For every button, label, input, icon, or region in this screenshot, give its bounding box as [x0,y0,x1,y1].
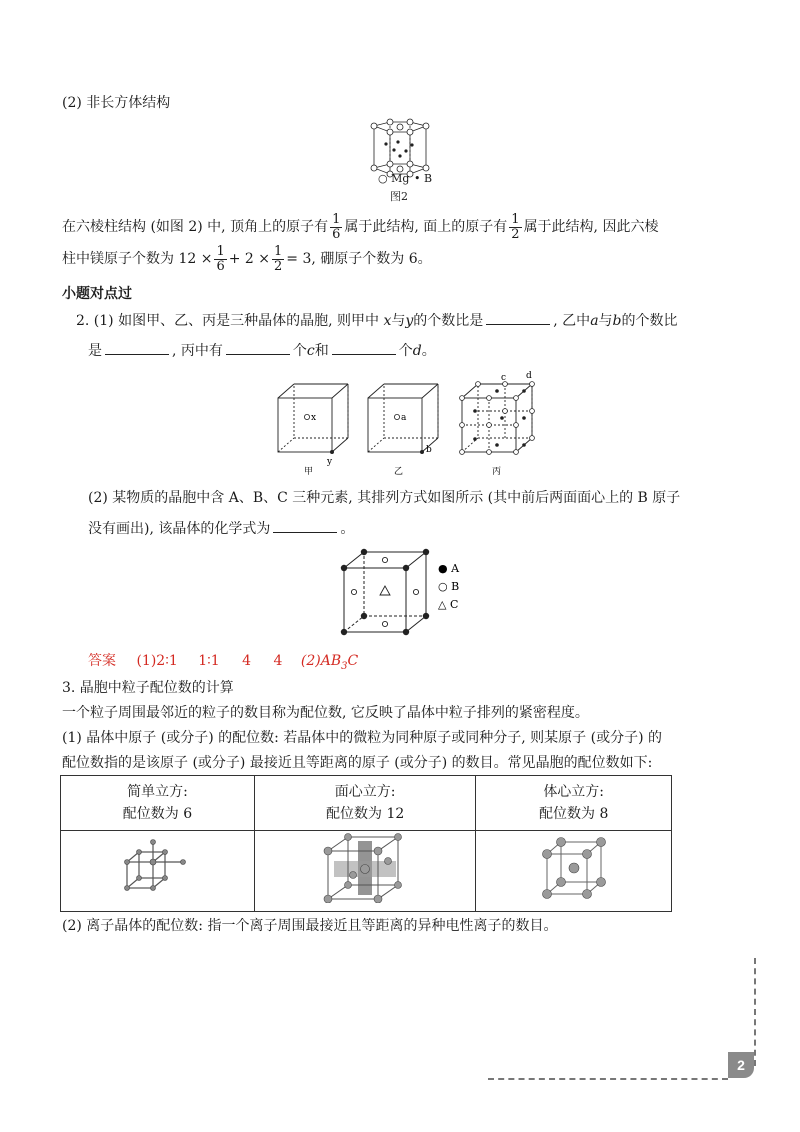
question-2-part-2-line-2 [88,518,354,539]
numerator: 1 [332,211,341,227]
simple-cubic-figure-cell [61,831,255,912]
text: + 2 × [228,251,271,267]
body-centered-cubic-figure [539,836,609,900]
answer-part: 4 [273,653,283,669]
table-cell [61,776,255,831]
answer-subscript: 3 [341,660,348,672]
answer-part: (1)2∶1 [136,653,178,669]
section-3-p2: (2) 离子晶体的配位数: 指一个离子周围最接近且等距离的异种电性离子的数目。 [62,918,558,934]
answer-blank [105,340,169,355]
text: 是 [88,343,102,359]
section-heading: (2) 非长方体结构 [62,95,171,111]
fraction [509,213,521,242]
legend-c: △ C [438,598,459,611]
answer-line [88,651,358,677]
text: 柱中镁原子个数为 12 × [62,251,213,267]
text: = 3, 硼原子个数为 6。 [286,251,432,267]
text: 属于此结构, 面上的原子有 [344,219,508,235]
text: , 乙中 [553,313,591,329]
label-c: c [501,373,507,383]
numerator: 1 [216,243,225,259]
bcc-figure-cell [476,831,672,912]
var-a: a [590,313,599,329]
caption-bing: 丙 [492,467,502,477]
text: 和 [314,343,329,359]
answer-formula-tail: C [347,653,359,669]
question-2-part-2-line-1: (2) 某物质的晶胞中含 A、B、C 三种元素, 其排列方式如图所示 (其中前后两面面心上的 B 原子 [88,490,681,506]
table-cell [254,776,475,831]
simple-cubic-figure [117,838,197,898]
fraction [330,213,342,242]
practice-heading: 小题对点过 [62,286,132,302]
var-y: y [405,313,414,329]
caption-yi: 乙 [394,467,404,477]
section-3-heading: 3. 晶胞中粒子配位数的计算 [62,680,234,696]
page-border-horizontal [488,1078,728,1080]
fraction [272,245,284,274]
figure-caption: 图2 [390,190,408,203]
page-border-vertical [754,958,756,1066]
table-cell [476,776,672,831]
fraction [214,245,226,274]
label-b: b [426,445,432,455]
section-3-p1-line-1: (1) 晶体中原子 (或分子) 的配位数: 若晶体中的微粒为同种原子或同种分子, 则某原子 (或分子) 的 [62,730,662,746]
answer-blank [273,518,337,533]
section-3-definition: 一个粒子周围最邻近的粒子的数目称为配位数, 它反映了晶体中粒子排列的紧密程度。 [62,705,589,721]
label-y: y [327,457,333,467]
text: 2. (1) 如图甲、乙、丙是三种晶体的晶胞, 则甲中 [76,313,379,329]
abc-unit-cell-figure [336,546,476,646]
text: 个 [292,343,307,359]
denominator: 6 [332,226,341,242]
answer-blank [486,310,550,325]
text: 。 [421,343,436,359]
cell-cn: 配位数为 8 [539,806,609,822]
legend-a: ● A [438,562,460,575]
coordination-table [60,775,672,912]
var-c: c [306,343,315,359]
answer-blank [226,340,290,355]
numerator: 1 [274,243,283,259]
label-x: x [311,413,317,423]
section-3-p1-line-2: 配位数指的是该原子 (或分子) 最接近且等距离的原子 (或分子) 的数目。常见晶胞的配位数如下: [62,755,653,771]
question-2-line-2 [88,340,436,361]
legend-b: • B [414,172,433,185]
answer-label: 答案 [88,653,116,669]
text: 。 [340,521,355,537]
answer-formula: (2)AB [300,653,342,669]
answer-part: 4 [242,653,252,669]
caption-jia: 甲 [304,467,314,477]
question-2-line-1 [76,310,678,331]
text: 与 [391,313,406,329]
cell-name: 简单立方: [127,784,188,800]
page-number: 2 [728,1052,754,1078]
answer-part: 1∶1 [198,653,220,669]
cell-name: 面心立方: [334,784,396,800]
text: 在六棱柱结构 (如图 2) 中, 顶角上的原子有 [62,219,329,235]
text: 属于此结构, 因此六棱 [523,219,659,235]
face-centered-cubic-figure [320,833,410,903]
numerator: 1 [511,211,520,227]
denominator: 2 [511,226,520,242]
denominator: 2 [274,258,283,274]
unit-cells-figure [270,370,540,480]
answer-blank [332,340,396,355]
legend-b: ○ B [438,580,460,593]
var-d: d [412,343,422,359]
text: 的个数比是 [413,313,484,329]
hex-text-line-2 [62,242,432,276]
cell-cn: 配位数为 12 [326,806,405,822]
label-a: a [401,413,407,423]
text: 的个数比 [621,313,678,329]
text: 与 [598,313,613,329]
text: 个 [398,343,413,359]
var-x: x [383,313,392,329]
cell-name: 体心立方: [543,784,605,800]
var-b: b [612,313,622,329]
fcc-figure-cell [254,831,475,912]
label-d: d [526,371,532,381]
cell-cn: 配位数为 6 [122,806,193,822]
denominator: 6 [216,258,225,274]
legend-mg: ○ Mg [378,172,410,185]
hex-text-line-1 [62,210,658,244]
text: , 丙中有 [172,343,223,359]
text: 没有画出), 该晶体的化学式为 [88,521,271,537]
